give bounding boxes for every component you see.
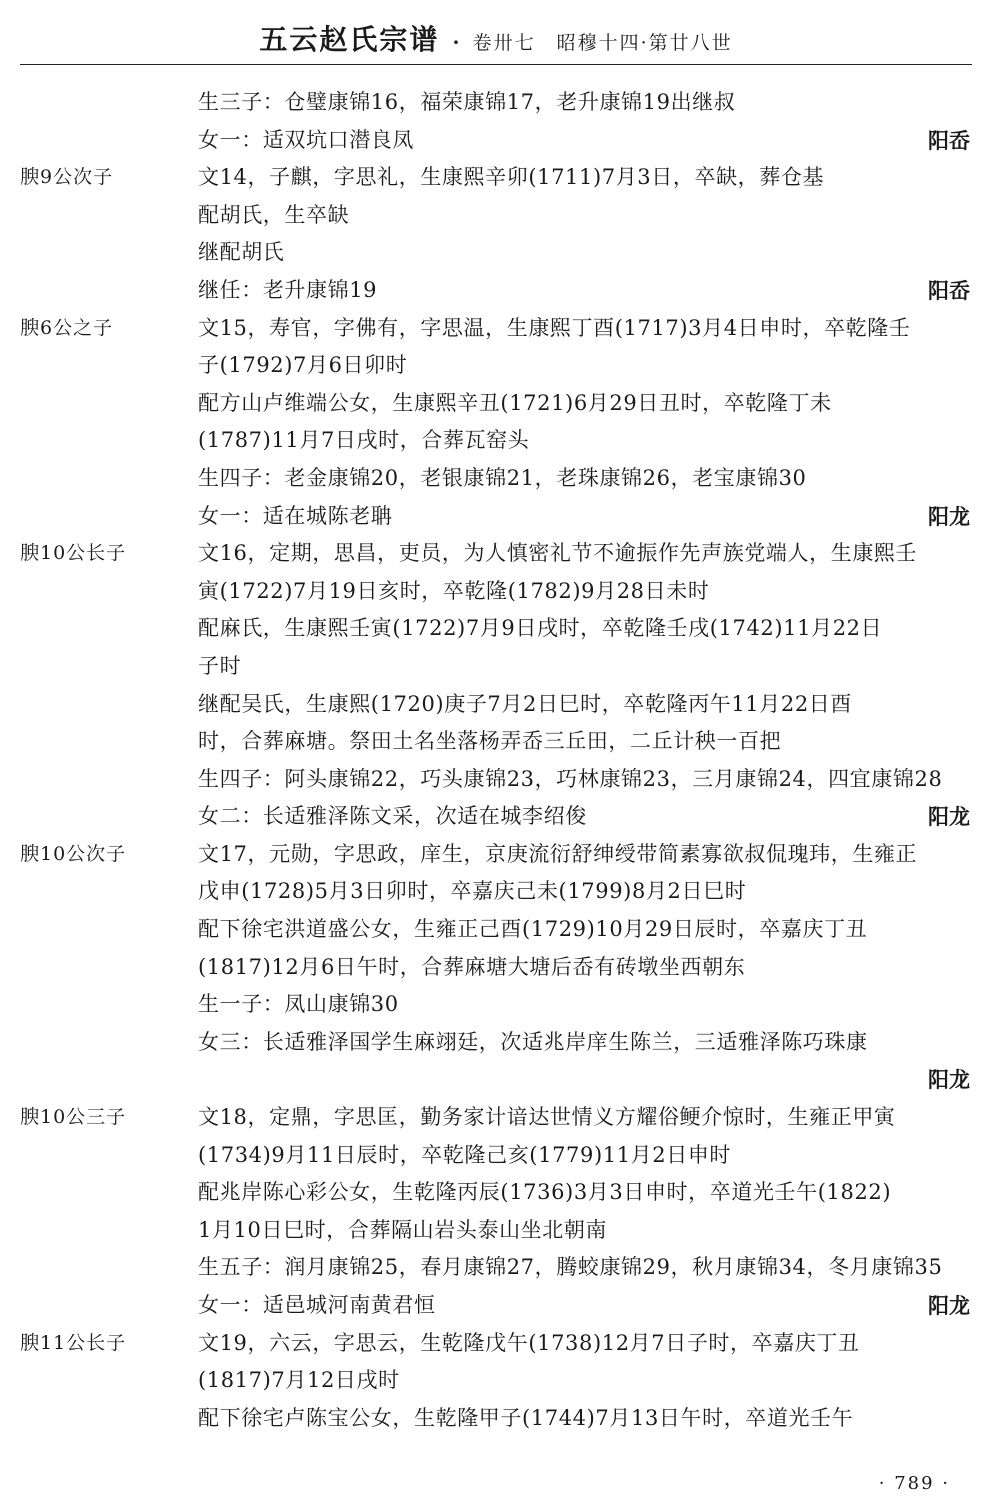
entry-text: 文14，子麒，字思礼，生康熙辛卯(1711)7月3日，卒缺，葬仓基 [198, 165, 825, 190]
entry-line [0, 686, 992, 724]
entry-line [0, 460, 992, 498]
entry-line [0, 385, 992, 423]
entry-text: 1月10日巳时，合葬隔山岩头泰山坐北朝南 [198, 1217, 608, 1242]
entry-text: 配下徐宅卢陈宝公女，生乾隆甲子(1744)7月13日午时，卒道光壬午 [198, 1405, 854, 1430]
entry-line [0, 84, 992, 122]
entry-line [0, 498, 992, 536]
residence-label: 阳岙 [928, 127, 970, 153]
genealogy-entries [0, 84, 992, 1437]
entry-text: 子时 [198, 653, 242, 678]
entry-text: 配胡氏，生卒缺 [198, 202, 350, 227]
residence-label: 阳岙 [928, 277, 970, 303]
entry-line [0, 1287, 992, 1325]
entry-line [0, 1249, 992, 1287]
lineage-note: 腴9公次子 [20, 166, 114, 189]
entry-text: 生五子：润月康锦25，春月康锦27，腾蛟康锦29，秋月康锦34，冬月康锦35 [198, 1255, 943, 1280]
entry-line [0, 1061, 992, 1099]
entry-text: 时，合葬麻塘。祭田土名坐落杨弄岙三丘田，二丘计秧一百把 [198, 729, 782, 754]
lineage-note: 腴11公长子 [20, 1331, 127, 1354]
entry-text: 生四子：老金康锦20，老银康锦21，老珠康锦26，老宝康锦30 [198, 465, 807, 490]
entry-text: 女一：适双坑口潜良凤 [198, 127, 414, 152]
entry-text: 文19，六云，字思云，生乾隆戊午(1738)12月7日子时，卒嘉庆丁丑 [198, 1330, 860, 1355]
entry-line [0, 873, 992, 911]
volume-subtitle: 卷卅七 昭穆十四·第廿八世 [472, 32, 733, 54]
entry-line [0, 798, 992, 836]
entry-text: 继任：老升康锦19 [198, 277, 378, 302]
entry-text: 女一：适在城陈老聃 [198, 503, 393, 528]
entry-line [0, 648, 992, 686]
entry-text: (1817)7月12日戌时 [198, 1368, 400, 1393]
entry-text: 继配吴氏，生康熙(1720)庚子7月2日巳时，卒乾隆丙午11月22日酉 [198, 691, 852, 716]
entry-text: 配兆岸陈心彩公女，生乾隆丙辰(1736)3月3日申时，卒道光壬午(1822) [198, 1180, 892, 1205]
entry-line [0, 310, 992, 348]
entry-line [0, 535, 992, 573]
lineage-note: 腴10公长子 [20, 542, 127, 565]
entry-text: 文16，定期，思昌，吏员，为人慎密礼节不逾振作先声族党端人，生康熙壬 [198, 541, 918, 566]
entry-line [0, 1400, 992, 1438]
entry-line [0, 1174, 992, 1212]
entry-text: 女一：适邑城河南黄君恒 [198, 1293, 436, 1317]
entry-line [0, 1137, 992, 1175]
entry-text: 配方山卢维端公女，生康熙辛丑(1721)6月29日丑时，卒乾隆丁未 [198, 390, 832, 415]
entry-line [0, 911, 992, 949]
entry-line [0, 1325, 992, 1363]
entry-text: 女三：长适雅泽国学生麻翊廷，次适兆岸庠生陈兰，三适雅泽陈巧珠康 [198, 1029, 868, 1054]
entry-text: 文18，定鼎，字思匡，勤务家计谙达世情义方耀俗鲠介惊时，生雍正甲寅 [198, 1105, 896, 1130]
entry-line [0, 1212, 992, 1250]
genealogy-title: 五云赵氏宗谱 [259, 23, 440, 56]
entry-line [0, 610, 992, 648]
entry-line [0, 836, 992, 874]
entry-text: 寅(1722)7月19日亥时，卒乾隆(1782)9月28日未时 [198, 578, 710, 603]
entry-text: 文15，寿官，字佛有，字思温，生康熙丁酉(1717)3月4日申时，卒乾隆壬 [198, 315, 911, 340]
entry-line [0, 723, 992, 761]
entry-text: 女二：长适雅泽陈文采，次适在城李绍俊 [198, 804, 587, 829]
entry-text: (1817)12月6日午时，合葬麻塘大塘后岙有砖墩坐西朝东 [198, 954, 746, 979]
entry-text: 生三子：仓璧康锦16，福荣康锦17，老升康锦19出继叔 [198, 90, 736, 114]
entry-line [0, 122, 992, 160]
entry-line [0, 949, 992, 987]
residence-label: 阳龙 [928, 804, 970, 830]
entry-line [0, 197, 992, 235]
entry-text: (1787)11月7日戌时，合葬瓦窑头 [198, 428, 530, 453]
entry-line [0, 422, 992, 460]
entry-text: 生四子：阿头康锦22，巧头康锦23，巧林康锦23，三月康锦24，四宜康锦28 [198, 766, 943, 791]
entry-line [0, 761, 992, 799]
lineage-note: 腴6公之子 [20, 316, 114, 339]
entry-text: (1734)9月11日辰时，卒乾隆己亥(1779)11月2日申时 [198, 1142, 732, 1167]
entry-text: 戊申(1728)5月3日卯时，卒嘉庆己未(1799)8月2日巳时 [198, 879, 747, 904]
entry-text: 生一子：凤山康锦30 [198, 992, 399, 1017]
lineage-note: 腴10公次子 [20, 842, 127, 865]
entry-text: 继配胡氏 [198, 240, 285, 265]
entry-line [0, 159, 992, 197]
entry-line [0, 573, 992, 611]
entry-line [0, 347, 992, 385]
residence-label: 阳龙 [928, 1293, 970, 1318]
page-header [20, 18, 972, 65]
entry-line [0, 272, 992, 310]
residence-label: 阳龙 [928, 1067, 970, 1093]
entry-text: 文17，元勋，字思政，庠生，京庚流衍舒绅绶带简素寡欲叔侃瑰玮，生雍正 [198, 841, 918, 866]
residence-label: 阳龙 [928, 503, 970, 529]
page-number: · 789 · [878, 1473, 950, 1494]
entry-text: 配麻氏，生康熙壬寅(1722)7月9日戌时，卒乾隆壬戌(1742)11月22日 [198, 616, 883, 641]
entry-line [0, 986, 992, 1024]
lineage-note: 腴10公三子 [20, 1106, 127, 1129]
entry-line [0, 234, 992, 272]
entry-line [0, 1362, 992, 1400]
title-separator: · [452, 30, 460, 54]
entry-text: 配下徐宅洪道盛公女，生雍正己酉(1729)10月29日辰时，卒嘉庆丁丑 [198, 917, 868, 942]
entry-line [0, 1024, 992, 1062]
entry-line [0, 1099, 992, 1137]
entry-text: 子(1792)7月6日卯时 [198, 353, 408, 378]
